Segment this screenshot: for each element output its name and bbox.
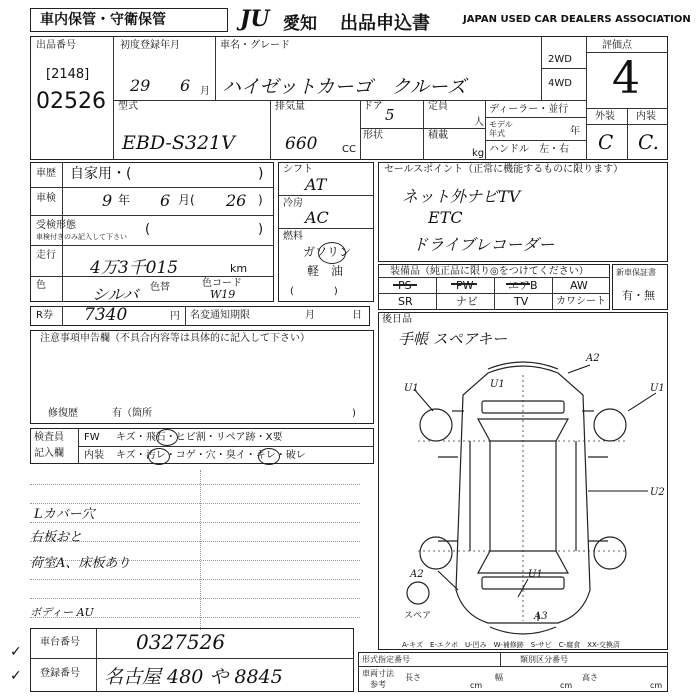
brand-logo: JU bbox=[240, 6, 270, 32]
fuel-circle bbox=[318, 242, 346, 264]
dealer-label: ディーラー・並行 bbox=[489, 104, 569, 115]
equip-pw: PW bbox=[456, 279, 474, 292]
mileage-unit: km bbox=[230, 262, 248, 275]
exterior-label: 外装 bbox=[595, 111, 615, 122]
dimension-label: 車両寸法 bbox=[362, 669, 394, 678]
model-year-unit: 年 bbox=[570, 126, 580, 137]
shift-value: AT bbox=[305, 175, 327, 194]
chassis-number: 0327526 bbox=[136, 630, 226, 654]
length-label: 長さ bbox=[405, 673, 421, 682]
plate-label: 登録番号 bbox=[40, 668, 80, 679]
damage-mark-u1-rear: U1 bbox=[528, 569, 543, 580]
rear-seat-label: 後日品 bbox=[382, 314, 412, 325]
shape-label: 形状 bbox=[363, 130, 383, 141]
repair-history-value: 有（箇所 bbox=[112, 408, 152, 419]
inspection-month: 6 bbox=[160, 191, 171, 210]
check-mark-2: ✓ bbox=[10, 668, 22, 684]
history-label: 車歴 bbox=[36, 168, 56, 179]
repair-history-label: 修復歴 bbox=[48, 408, 78, 419]
damage-mark-u2-right: U2 bbox=[650, 487, 665, 498]
handle-label: ハンドル 左・右 bbox=[489, 144, 569, 155]
inspector-circle-dirt bbox=[148, 448, 170, 465]
inspection-year: 9 bbox=[102, 191, 113, 210]
displacement-unit: CC bbox=[342, 144, 356, 155]
width-unit: cm bbox=[560, 681, 573, 690]
note-line-4: ボディー AU bbox=[30, 606, 94, 619]
name-change-month: 月 bbox=[305, 310, 315, 321]
lot-number: 02526 bbox=[36, 89, 106, 114]
registration-label: 初度登録年月 bbox=[120, 40, 180, 51]
form-number-label: 形式指定番号 bbox=[362, 655, 410, 664]
inspection-label: 車検 bbox=[36, 193, 56, 204]
warranty-value: 有・無 bbox=[622, 289, 655, 302]
inspection-form-sub: 車検付きのみ記入して下さい bbox=[36, 233, 127, 241]
damage-mark-u1-front-left: U1 bbox=[404, 383, 419, 394]
inspector-int-items: キズ・汚レ・コゲ・穴・臭イ・キレ・破レ bbox=[116, 450, 306, 461]
car-damage-diagram bbox=[378, 345, 668, 645]
registration-month: 6 bbox=[180, 76, 191, 95]
note-line-3: 荷室A、床板あり bbox=[30, 556, 131, 571]
shift-label: シフト bbox=[283, 164, 313, 175]
inspection-day: 26 bbox=[226, 191, 247, 210]
sales-point-label: セールスポイント（正常に機能するものに限ります） bbox=[384, 164, 624, 175]
rear-seat-value: 手帳 スペアキー bbox=[398, 330, 508, 348]
association-name: JAPAN USED CAR DEALERS ASSOCIATION bbox=[463, 14, 691, 25]
notes-label: 注意事項申告欄（不具合内容等は具体的に記入して下さい） bbox=[40, 333, 310, 344]
storage-label: 車内保管・守衛保管 bbox=[40, 12, 166, 28]
inspection-form-label: 受検形態 bbox=[36, 220, 76, 231]
equip-navi: ナビ bbox=[456, 295, 478, 308]
name-change-day: 日 bbox=[352, 310, 362, 321]
equip-mark-pw bbox=[451, 283, 477, 285]
spare-label: スペア bbox=[404, 611, 432, 621]
doors-value: 5 bbox=[385, 106, 395, 124]
mileage-value: 4万3千015 bbox=[90, 258, 179, 278]
height-unit: cm bbox=[650, 681, 663, 690]
fuel-label: 燃料 bbox=[283, 231, 303, 242]
inspection-month-unit: 月( bbox=[178, 193, 195, 207]
damage-legend: A-キズ E-エクボ U-凹み W-補修跡 S-サビ C-腐食 XX-交換済 bbox=[402, 641, 620, 649]
color-code-label: 色コード bbox=[202, 278, 242, 289]
sales-point-line1: ネット外ナビTV bbox=[402, 187, 521, 206]
repair-history-close: ) bbox=[352, 408, 356, 419]
form-title: 出品申込書 bbox=[340, 13, 430, 34]
inspection-form-open: ( bbox=[145, 222, 151, 237]
fuel-gasoline: ガソリン bbox=[303, 245, 352, 259]
equip-mark-airbag bbox=[506, 283, 530, 285]
height-label: 高さ bbox=[582, 673, 598, 682]
equip-ps: PS bbox=[398, 279, 412, 292]
capacity-unit: 人 bbox=[474, 117, 484, 128]
check-mark-1: ✓ bbox=[10, 644, 22, 660]
registration-month-unit: 月 bbox=[200, 86, 210, 97]
grade-label: 評価点 bbox=[602, 40, 632, 51]
inspector-circle-smell bbox=[258, 448, 280, 465]
mileage-label: 走行 bbox=[36, 250, 56, 261]
equipment-label: 装備品（純正品に限り◎をつけてください） bbox=[390, 266, 589, 277]
load-label: 積載 bbox=[428, 130, 448, 141]
model-label: 型式 bbox=[118, 101, 138, 112]
chassis-label: 車台番号 bbox=[40, 637, 80, 648]
notes-box bbox=[30, 330, 374, 424]
car-name: ハイゼットカーゴ クルーズ bbox=[222, 76, 466, 98]
width-label: 幅 bbox=[495, 673, 503, 682]
equip-mark-ps bbox=[393, 284, 417, 286]
history-close: ) bbox=[258, 166, 264, 182]
lot-number-label: 出品番号 bbox=[36, 40, 76, 51]
inspection-close: ) bbox=[258, 193, 263, 207]
recycle-label: R券 bbox=[36, 310, 53, 321]
color-label: 色 bbox=[36, 280, 46, 291]
displacement-label: 排気量 bbox=[275, 101, 305, 112]
equip-leather-seat: カワシート bbox=[556, 296, 606, 307]
load-unit: kg bbox=[472, 148, 485, 159]
note-line-1: Lカバー穴 bbox=[34, 507, 95, 522]
drive-2wd: 2WD bbox=[548, 54, 572, 65]
equip-tv: TV bbox=[514, 295, 529, 308]
exterior-grade: C bbox=[598, 130, 614, 154]
inspector-ext-items: キズ・飛石・ヒビ割・リペア跡・X要 bbox=[116, 432, 283, 443]
inspector-fw: FW bbox=[84, 432, 100, 443]
ac-label: 冷房 bbox=[283, 198, 303, 209]
inspector-label: 検査員 bbox=[34, 432, 64, 443]
plate-number: 名古屋 480 や 8845 bbox=[104, 666, 283, 688]
class-number-label: 類別区分番号 bbox=[520, 655, 568, 664]
color-code-value: W19 bbox=[210, 288, 236, 301]
model-code: EBD-S321V bbox=[122, 132, 235, 154]
damage-mark-u1-front: U1 bbox=[490, 379, 505, 390]
inspector-circle-stone bbox=[156, 429, 178, 446]
interior-grade: C. bbox=[638, 130, 659, 154]
equip-sr: SR bbox=[398, 295, 413, 308]
fuel-other: ( ) bbox=[290, 286, 338, 297]
recycle-unit: 円 bbox=[170, 311, 180, 322]
warranty-label: 新車保証書 bbox=[616, 268, 656, 277]
color-value: シルバ bbox=[92, 285, 139, 304]
note-line-2: 右板おと bbox=[30, 530, 83, 545]
brand-name: 愛知 bbox=[283, 14, 317, 34]
length-unit: cm bbox=[470, 681, 483, 690]
color-change-label: 色替 bbox=[150, 282, 170, 293]
sales-point-line3: ドライブレコーダー bbox=[412, 235, 555, 254]
ac-value: AC bbox=[305, 208, 329, 227]
lot-sub-number: [2148] bbox=[46, 67, 90, 82]
inspector-int: 内装 bbox=[84, 450, 104, 461]
interior-label: 内装 bbox=[636, 111, 656, 122]
displacement-value: 660 bbox=[285, 134, 318, 154]
damage-mark-a2-rear-left: A2 bbox=[410, 569, 424, 580]
recycle-value: 7340 bbox=[84, 305, 128, 325]
damage-mark-a2-front: A2 bbox=[586, 353, 600, 364]
inspection-form-close: ) bbox=[258, 222, 264, 237]
grade-value: 4 bbox=[612, 53, 640, 104]
registration-year: 29 bbox=[130, 76, 151, 95]
inspection-year-unit: 年 bbox=[118, 193, 131, 207]
history-value: 自家用・( bbox=[70, 166, 132, 182]
damage-mark-a3-rear: A3 bbox=[534, 611, 548, 622]
fuel-diesel: 軽 油 bbox=[307, 264, 344, 278]
name-change-label: 名変通知期限 bbox=[190, 310, 250, 321]
damage-mark-u1-front-right: U1 bbox=[650, 383, 665, 394]
dimension-ref: 参考 bbox=[370, 680, 386, 689]
model-year-label: モデル 年式 bbox=[489, 120, 513, 138]
sales-point-line2: ETC bbox=[428, 208, 463, 227]
car-name-label: 車名・グレード bbox=[220, 40, 290, 51]
doors-label: ドア bbox=[363, 101, 383, 112]
inspector-label-2: 記入欄 bbox=[34, 448, 64, 459]
equip-airbag: エアB bbox=[508, 279, 538, 292]
equip-aw: AW bbox=[570, 279, 588, 292]
drive-4wd: 4WD bbox=[548, 78, 572, 89]
capacity-label: 定員 bbox=[428, 101, 448, 112]
